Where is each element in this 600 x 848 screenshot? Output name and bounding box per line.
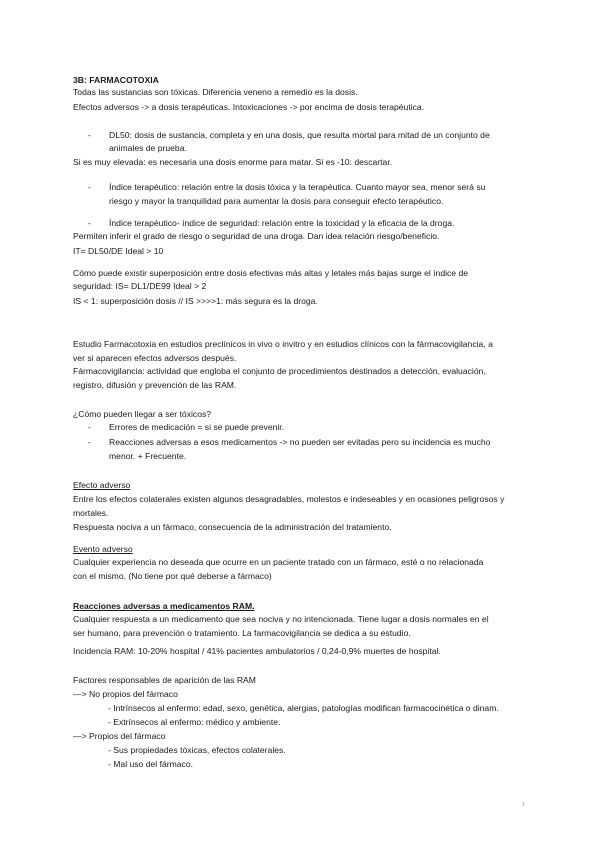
intro-line-1: Todas las sustancias son tóxicas. Diferencia veneno a remedio es la dosis. xyxy=(73,87,358,97)
toxicos-item-1: Errores de medicación = si se puede prevenir. xyxy=(109,422,285,432)
indice1-line-1: Índice terapéutico: relación entre la dosis tóxica y la terapéutica. Cuanto mayor sea, menor será su xyxy=(109,182,486,192)
superposicion-line-1: Cómo puede existir superposición entre dosis efectivas más altas y letales más bajas surge el índice de xyxy=(73,268,469,278)
factores-heading: Factores responsables de aparición de las RAM xyxy=(73,675,256,685)
indice1-bullet: - xyxy=(88,182,91,192)
toxicos-bullet-1: - xyxy=(88,422,91,432)
elevada-text: Si es muy elevada: es necesaria una dosis enorme para matar. Si es -10: descartar. xyxy=(73,157,393,167)
superposicion-line-2: seguridad: IS= DL1/DE99 Ideal > 2 xyxy=(73,281,207,291)
intro-line-2: Efectos adversos -> a dosis terapéuticas. Intoxicaciones -> por encima de dosis terapéutica. xyxy=(73,102,425,112)
factores-extrinsecos: - Extrínsecos al enfermo: médico y ambiente. xyxy=(108,717,281,727)
evento-adverso-line-2: con el mismo. (No tiene por qué deberse a fármaco) xyxy=(73,571,272,581)
estudio-line-4: registro, difusión y prevención de las RAM. xyxy=(73,380,237,390)
toxicos-question: ¿Cómo pueden llegar a ser tóxicos? xyxy=(73,409,212,419)
dl50-line-1: DL50: dosis de sustancia, completa y en una dosis, que resulta mortal para mitad de un conjunto de xyxy=(109,130,490,140)
ram-heading: Reacciones adversas a medicamentos RAM. xyxy=(73,601,255,611)
efecto-adverso-line-3: Respuesta nociva a un fármaco, consecuencia de la administración del tratamiento. xyxy=(73,522,392,532)
estudio-line-1: Estudio Farmacotoxia en estudios preclínicos in vivo o invitro y en estudios clínicos con la fármacovigilancia, a xyxy=(73,339,493,349)
toxicos-item-2-line-2: menor. + Frecuente. xyxy=(109,451,187,461)
efecto-adverso-line-1: Entre los efectos colaterales existen algunos desagradables, molestos e indeseables y en ocasiones peligrosos y xyxy=(73,494,505,504)
factores-no-propios: —> No propios del fármaco xyxy=(73,689,178,699)
it-formula: IT= DL50/DE Ideal > 10 xyxy=(73,246,164,256)
evento-adverso-line-1: Cualquier experiencia no deseada que ocurre en un paciente tratado con un fármaco, esté o no relacionada xyxy=(73,557,484,567)
estudio-line-2: ver si aparecen efectos adversos después. xyxy=(73,353,237,363)
factores-intrinsecos: - Intrínsecos al enfermo: edad, sexo, genética, alergias, patologías modifican farmacocinética o dinam. xyxy=(108,703,499,713)
factores-mal-uso: - Mal uso del fármaco. xyxy=(108,759,194,769)
page-number: 1 xyxy=(522,802,525,808)
evento-adverso-heading: Evento adverso xyxy=(73,544,133,554)
ram-line-2: ser humano, para prevención o tratamiento. La farmacovigilancia se dedica a su estudio. xyxy=(73,628,411,638)
efecto-adverso-line-2: mortales. xyxy=(73,508,109,518)
superposicion-line-3: IS < 1: superposición dosis // IS >>>>1: más segura es la droga. xyxy=(73,296,318,306)
factores-propiedades: - Sus propiedades tóxicas, efectos colaterales. xyxy=(108,745,286,755)
indice2-bullet: - xyxy=(88,218,91,228)
toxicos-item-2-line-1: Reacciones adversas a esos medicamentos -> no pueden ser evitadas pero su incidencia es mucho xyxy=(109,437,491,447)
doc-title: 3B: FARMACOTOXIA xyxy=(73,75,159,85)
dl50-bullet: - xyxy=(88,130,91,140)
ram-incidencia: Incidencia RAM: 10-20% hospital / 41% pacientes ambulatorios / 0,24-0,9% muertes de hospital. xyxy=(73,646,441,656)
dl50-line-2: animales de prueba. xyxy=(109,143,187,153)
indice2-line-1: Índice terapéutico- índice de seguridad: relación entre la toxicidad y la eficacia de la droga. xyxy=(109,218,455,228)
permiten-text: Permiten inferir el grado de riesgo o seguridad de una droga. Dan idea relación riesgo/beneficio. xyxy=(73,231,440,241)
indice1-line-2: riesgo y mayor la tranquilidad para aumentar la dosis para conseguir efecto terapéutico. xyxy=(109,196,444,206)
efecto-adverso-heading: Efecto adverso xyxy=(73,480,131,490)
factores-propios: —> Propios del fármaco xyxy=(73,731,166,741)
estudio-line-3: Fármacovigilancia: actividad que engloba el conjunto de procedimientos destinados a detección, evaluación, xyxy=(73,366,486,376)
toxicos-bullet-2: - xyxy=(88,437,91,447)
ram-line-1: Cualquier respuesta a un medicamento que sea nociva y no intencionada. Tiene lugar a dosis normales en el xyxy=(73,614,489,624)
